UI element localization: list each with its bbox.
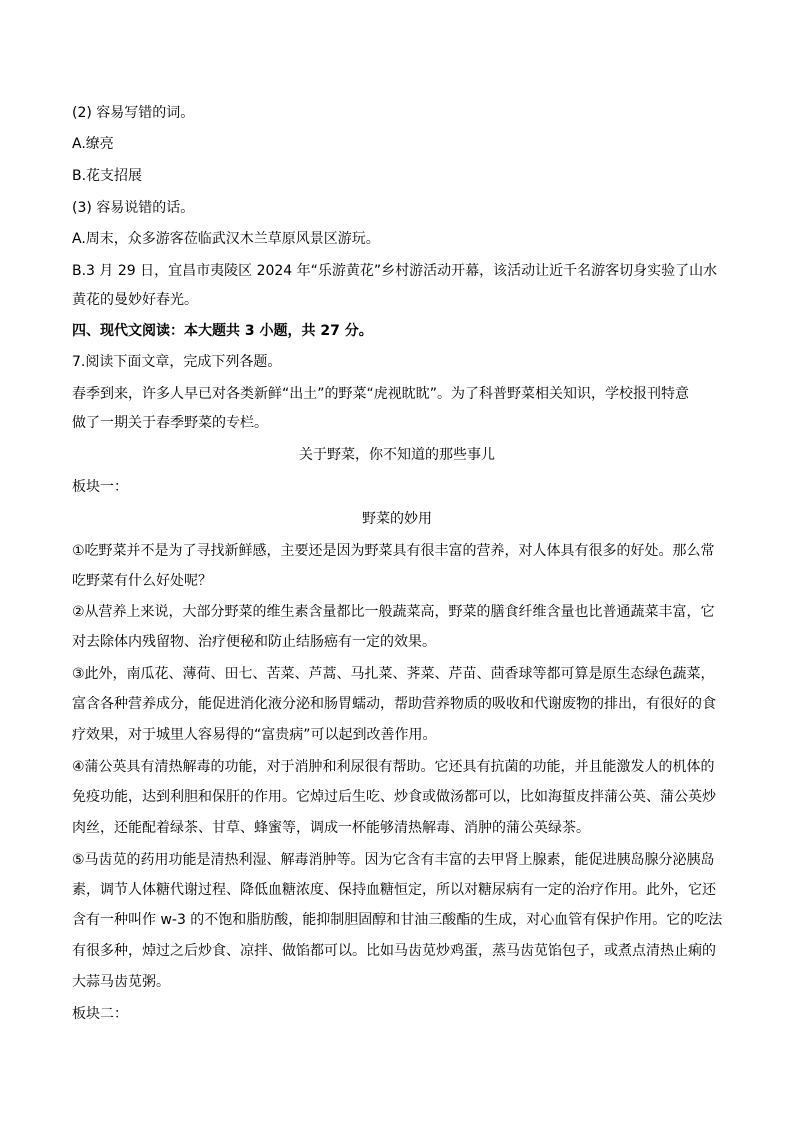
paragraph-3-line1: ③此外，南瓜花、薄荷、田七、苦菜、芦蒿、马扎菜、荠菜、芹苗、茴香球等都可算是原生态绿色蔬菜， <box>72 666 715 682</box>
subquestion-3: (3) 容易说错的话。 <box>72 200 195 216</box>
option-a-word: A.缭亮 <box>72 136 114 152</box>
paragraph-5-line2: 素，调节人体糖代谢过程、降低血糖浓度、保持血糖恒定，所以对糖尿病有一定的治疗作用。此外，它还 <box>72 882 716 898</box>
section-heading: 四、现代文阅读：本大题共 3 小题，共 27 分。 <box>72 323 373 339</box>
paragraph-3-line2: 富含各种营养成分，能促进消化液分泌和肠胃蠕动，帮助营养物质的吸收和代谢废物的排出，有很好的食 <box>72 696 716 712</box>
paragraph-1-line1: ①吃野菜并不是为了寻找新鲜感，主要还是因为野菜具有很丰富的营养，对人体具有很多的好处。那么常 <box>72 543 715 559</box>
option-b-word: B.花支招展 <box>72 168 143 184</box>
option-b-sentence-line2: 黄花的曼妙好春光。 <box>72 292 198 308</box>
paragraph-4-line1: ④蒲公英具有清热解毒的功能，对于消肿和利尿很有帮助。它还具有抗菌的功能，并且能激发人的机体的 <box>72 759 715 775</box>
paragraph-5-line1: ⑤马齿苋的药用功能是清热利湿、解毒消肿等。因为它含有丰富的去甲肾上腺素，能促进胰岛腺分泌胰岛 <box>72 852 715 868</box>
paragraph-3-line3: 疗效果，对于城里人容易得的“富贵病”可以起到改善作用。 <box>72 727 437 743</box>
block-two-label: 板块二： <box>72 1006 128 1022</box>
subquestion-2: (2) 容易写错的词。 <box>72 105 195 121</box>
option-a-sentence: A.周末，众多游客莅临武汉木兰草原风景区游玩。 <box>72 231 380 247</box>
block-one-title: 野菜的妙用 <box>362 511 432 527</box>
paragraph-2-line1: ②从营养上来说，大部分野菜的维生素含量都比一般蔬菜高，野菜的膳食纤维含量也比普通蔬菜丰富，它 <box>72 604 715 620</box>
paragraph-4-line3: 肉丝，还能配着绿茶、甘草、蜂蜜等，调成一杯能够清热解毒、消肿的蒲公英绿茶。 <box>72 820 590 836</box>
paragraph-2-line2: 对去除体内残留物、治疗便秘和防止结肠癌有一定的效果。 <box>72 634 436 650</box>
intro-line1: 春季到来，许多人早已对各类新鲜“出土”的野菜“虎视眈眈”。为了科普野菜相关知识，学校报刊特意 <box>72 386 690 402</box>
question-7: 7.阅读下面文章，完成下列各题。 <box>72 354 282 370</box>
option-b-sentence-line1: B.3 月 29 日，宜昌市夷陵区 2024 年“乐游黄花”乡村游活动开幕，该活动让近千名游客切身实验了山水 <box>72 263 718 279</box>
paragraph-5-line5: 大蒜马齿苋粥。 <box>72 974 170 990</box>
paragraph-5-line3: 含有一种叫作 w-3 的不饱和脂肪酸，能抑制胆固醇和甘油三酸酯的生成，对心血管有保护作用。它的吃法 <box>72 912 723 928</box>
article-title: 关于野菜，你不知道的那些事儿 <box>299 447 495 463</box>
paragraph-5-line4: 有很多种，焯过之后炒食、凉拌、做馅都可以。比如马齿苋炒鸡蛋，蒸马齿苋馅包子，或煮点清热止痢的 <box>72 943 716 959</box>
paragraph-1-line2: 吃野菜有什么好处呢？ <box>72 573 212 589</box>
paragraph-4-line2: 免疫功能，达到利胆和保肝的作用。它焯过后生吃、炒食或做汤都可以，比如海蜇皮拌蒲公英、蒲公英炒 <box>72 789 716 805</box>
block-one-label: 板块一： <box>72 479 128 495</box>
intro-line2: 做了一期关于春季野菜的专栏。 <box>72 415 268 431</box>
